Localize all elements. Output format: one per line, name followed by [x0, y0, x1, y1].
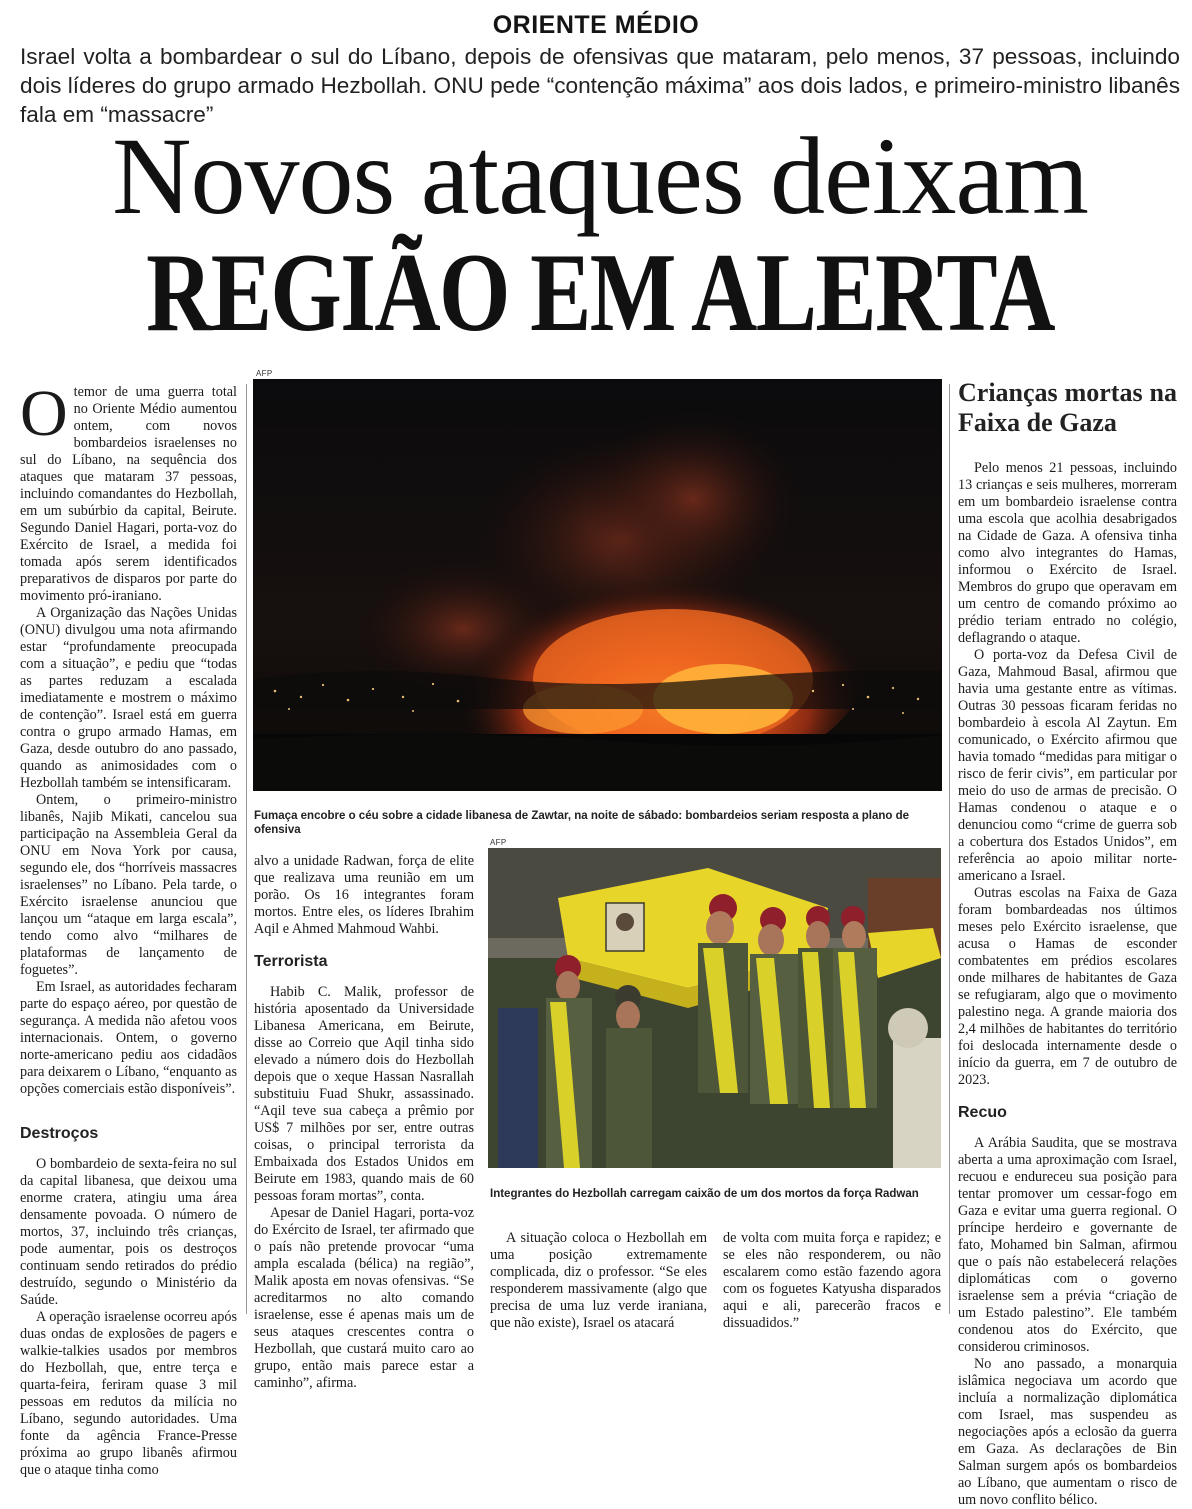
article-column-1 [20, 377, 237, 1478]
sidebar-column [958, 378, 1177, 1508]
article-paragraph: O porta-voz da Defesa Civil de Gaza, Mahmoud Basal, afirmou que havia uma gestante entre as vítimas. Outras 30 pessoas ficaram feridas no bombardeio à escola Al Zaytun. Em comunicado, o Exército afirmou que havia tomado “medidas para mitigar o risco de ferir civis”, em particular por meio do uso de armas de precisão. O Hamas condenou o ataque e o denunciou como “crime de guerra sob a cobertura dos Estados Unidos”, em referência ao apoio militar norte-americano a Israel. [958, 647, 1177, 884]
deck-subtitle: Israel volta a bombardear o sul do Líbano, depois de ofensivas que mataram, pelo menos, 37 pessoas, incluindo dois líderes do grupo armado Hezbollah. ONU pede “contenção máxima” aos dois lados, e primeiro-ministro libanês fala em “massacre” [20, 44, 1180, 127]
article-paragraph: O bombardeio de sexta-feira no sul da capital libanesa, que deixou uma enorme cratera, atingiu uma área densamente povoada. O número de mortos, 37, incluindo três crianças, pode aumentar, pois os destroços continuam sendo retirados do prédio destruído, segundo o Ministério da Saúde. [20, 1156, 237, 1308]
article-paragraph: Apesar de Daniel Hagari, porta-voz do Exército de Israel, ter afirmado que o país não pretende provocar “uma ampla escalada (bélica) na região”, Malik aposta em novas ofensivas. “Se acreditarmos no alto comando israelense, esse é apenas mais um de seus ataques crescentes contra o Hezbollah, que custará muito caro ao grupo, então mais parece estar a caminho”, afirma. [254, 1205, 474, 1391]
article-paragraph: Em Israel, as autoridades fecharam parte do espaço aéreo, por questão de segurança. A medida não afetou voos internacionais. Ontem, o governo norte-americano pediu aos cidadãos para deixarem o Líbano, “enquanto as opções comerciais estão disponíveis”. [20, 979, 237, 1097]
sidebar-title: Crianças mortas na Faixa de Gaza [958, 378, 1177, 437]
article-paragraph: Habib C. Malik, professor de história aposentado da Universidade Libanesa Americana, em Beirute, disse ao Correio que Aqil tinha sido elevado a número dois do Hezbollah depois que o xeque Hassan Nasrallah substituiu Fuad Shukr, assassinado. “Aqil teve sua cabeça a prêmio por US$ 7 milhões por ser, entre outras coisas, o principal terrorista da Embaixada dos Estados Unidos em Beirute em 1983, quando mais de 60 pessoas foram mortas”, conta. [254, 984, 474, 1204]
article-paragraph: No ano passado, a monarquia islâmica negociava um acordo que incluía a normalização diplomática com Israel, mas suspendeu as negociações após a eclosão da guerra em Gaza. As declarações de Bin Salman surgem após os bombardeios ao Líbano, que aumentam o risco de um novo conflito bélico. [958, 1356, 1177, 1508]
photo-credit: AFP [490, 838, 507, 847]
column-divider [949, 384, 950, 1314]
headline-line-1: Novos ataques deixam [112, 115, 1088, 237]
section-label: ORIENTE MÉDIO [492, 11, 700, 39]
article-paragraph: A situação coloca o Hezbollah em uma posição extremamente complicada, diz o professor. “Se eles responderem massivamente (algo que precisa de uma luz verde iraniana, que não existe), Israel os atacará [490, 1230, 707, 1331]
article-paragraph: A operação israelense ocorreu após duas ondas de explosões de pagers e walkie-talkies usados por membros do Hezbollah, que, entre terça e quarta-feira, feriram quase 3 mil pessoas em redutos da milícia no Líbano, segundo autoridades. Uma fonte da agência France-Presse próxima ao grupo libanês afirmou que o ataque tinha como [20, 1309, 237, 1478]
article-column-2 [254, 853, 474, 1391]
article-paragraph: Outras escolas na Faixa de Gaza foram bombardeadas nos últimos meses pelo Exército israelense, que acusa o Hamas de esconder combatentes em prédios escolares onde milhares de habitantes de Gaza se refugiaram, algo que o movimento palestino nega. A grande maioria dos 2,4 milhões de habitantes do território foi deslocada internamente desde o início da guerra, em 7 de outubro de 2023. [958, 885, 1177, 1088]
subhead-recuo: Recuo [958, 1104, 1007, 1121]
fire-smoke-image [253, 379, 942, 791]
article-paragraph: Ontem, o primeiro-ministro libanês, Najib Mikati, cancelou sua participação na Assembleia Geral da ONU em Nova York por causa, segundo ele, dos “horríveis massacres israelenses” no Líbano. Pela tarde, o Exército israelense anunciou que lançou um “ataque em larga escala”, tendo como alvo “milhares de plataformas de lançamento de foguetes”. [20, 792, 237, 978]
subhead-terrorista: Terrorista [254, 953, 328, 970]
drop-cap: O [20, 377, 68, 450]
photo-fire-zawtar [253, 379, 942, 791]
article-column-3 [490, 1230, 707, 1331]
photo-caption-1: Fumaça encobre o céu sobre a cidade libanesa de Zawtar, na noite de sábado: bombardeios seriam resposta a plano de ofensiva [254, 810, 910, 836]
photo-caption-2: Integrantes do Hezbollah carregam caixão de um dos mortos da força Radwan [490, 1188, 919, 1200]
lead-paragraph: Otemor de uma guerra total no Oriente Médio aumentou ontem, com novos bombardeios israelenses no sul do Líbano, na sequência dos ataques que mataram 37 pessoas, incluindo comandantes do Hezbollah, em um subúrbio da capital, Beirute. Segundo Daniel Hagari, porta-voz do Exército de Israel, a medida foi tomada após serem identificados preparativos de disparos por parte do movimento pró-iraniano. [20, 377, 237, 604]
article-paragraph: A Arábia Saudita, que se mostrava aberta a uma aproximação com Israel, recuou e endureceu sua posição para tentar promover um cessar-fogo em Gaza e evitar uma guerra regional. O príncipe herdeiro e governante de fato, Mohamed bin Salman, afirmou que o país não estabelecerá relações diplomáticas com o governo israelense sem a prévia “criação de um Estado palestino”. Ele também condenou atos do Exército, que considerou criminosos. [958, 1135, 1177, 1355]
article-paragraph: Pelo menos 21 pessoas, incluindo 13 crianças e seis mulheres, morreram em um bombardeio israelense contra uma escola que acolhia desabrigados na Cidade de Gaza. A ofensiva tinha como alvo integrantes do Hamas, informou o Exército de Israel. Membros do grupo que operavam em um centro de comando próximo ao prédio teriam entrado no colégio, deflagrando o ataque. [958, 460, 1177, 646]
article-paragraph: A Organização das Nações Unidas (ONU) divulgou uma nota afirmando estar “profundamente preocupada com a situação”, e pediu que “todas as partes reduzam a escalada imediatamente e mostrem o máximo de contenção”. Israel está em guerra contra o grupo armado Hamas, em Gaza, desde outubro do ano passado, quando as animosidades com o Hezbollah também se intensificaram. [20, 605, 237, 791]
funeral-image [488, 848, 941, 1168]
article-paragraph: de volta com muita força e rapidez; e se eles não responderem, ou não escalarem como estão fazendo agora com os foguetes Katyusha disparados aqui e ali, parecerão fracos e dissuadidos.” [723, 1230, 941, 1331]
column-divider [246, 384, 247, 1314]
headline-line-2: REGIÃO EM ALERTA [146, 231, 1054, 355]
photo-credit: AFP [256, 369, 273, 378]
subhead-destrocos: Destroços [20, 1125, 99, 1142]
photo-funeral-procession [488, 848, 941, 1168]
article-paragraph: alvo a unidade Radwan, força de elite que realizava uma reunião em um porão. Os 16 integrantes foram mortos. Entre eles, os líderes Ibrahim Aqil e Ahmed Mahmoud Wahbi. [254, 853, 474, 937]
article-column-4 [723, 1230, 941, 1331]
